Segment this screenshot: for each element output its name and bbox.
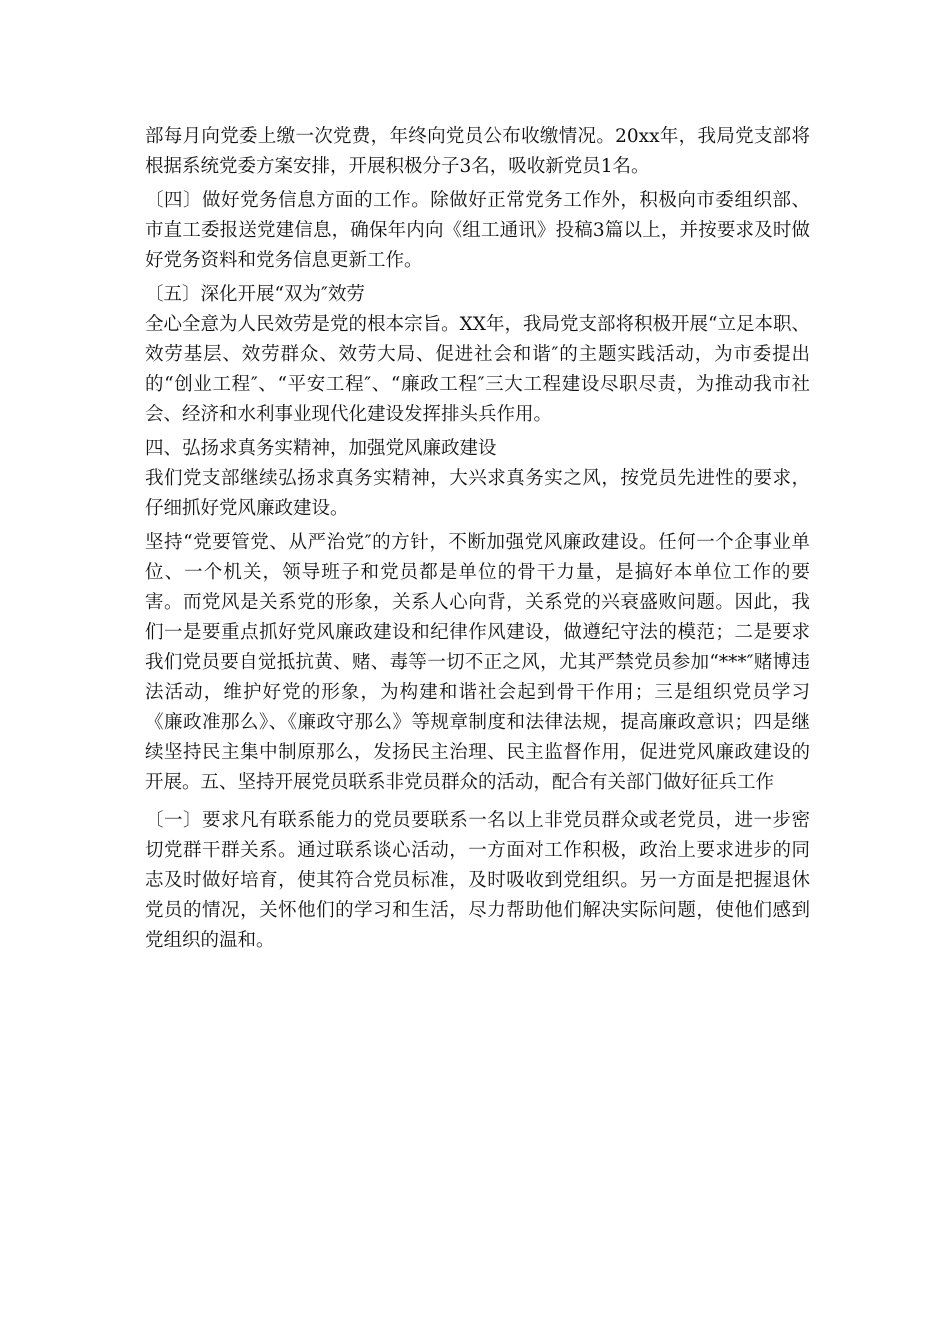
paragraph-integrity-building: 坚持“党要管党、从严治党″的方针，不断加强党风廉政建设。任何一个企事业单位、一个机关，领导班子和党员都是单位的骨干力量，是搞好本单位工作的要害。而党风是关系党的形象，关系人心向背，关系党的兴衰盛败问题。因此，我们一是要重点抓好党风廉政建设和纪律作风建设，做遵纪守法的模范；二是要求我们党员要自觉抵抗黄、赌、毒等一切不正之风，尤其严禁党员参加“***″赌博违法活动，维护好党的形象，为构建和谐社会起到骨干作用；三是组织党员学习《廉政准那么》、《廉政守那么》等规章制度和法律法规，提高廉政意识；四是继续坚持民主集中制原那么，发扬民主治理、民主监督作用，促进党风廉政建设的开展。五、坚持开展党员联系非党员群众的活动，配合有关部门做好征兵工作 [145,532,810,793]
paragraph-serve-people: 全心全意为人民效劳是党的根本宗旨。XX年，我局党支部将积极开展“立足本职、效劳基层、效劳群众、效劳大局、促进社会和谐″的主题实践活动，为市委提出的“创业工程″、“平安工程″、“廉政工程″三大工程建设尽职尽责，为推动我市社会、经济和水利事业现代化建设发挥排头兵作用。 [145,314,810,425]
paragraph-party-dues: 部每月向党委上缴一次党费，年终向党员公布收缴情况。20xx年，我局党支部将根据系统党委方案安排，开展积极分子3名，吸收新党员1名。 [145,126,810,177]
paragraph-pragmatic-spirit: 我们党支部继续弘扬求真务实精神，大兴求真务实之风，按党员先进性的要求，仔细抓好党风廉政建设。 [145,468,810,519]
paragraph-section-one-contact: 〔一〕要求凡有联系能力的党员要联系一名以上非党员群众或老党员，进一步密切党群干群关系。通过联系谈心活动，一方面对工作积极，政治上要求进步的同志及时做好培育，使其符合党员标准，及时吸收到党组织。另一方面是把握退休党员的情况，关怀他们的学习和生活，尽力帮助他们解决实际问题，使他们感到党组织的温和。 [145,810,810,951]
paragraph-section-four: 〔四〕做好党务信息方面的工作。除做好正常党务工作外，积极向市委组织部、市直工委报送党建信息，确保年内向《组工通讯》投稿3篇以上，并按要求及时做好党务资料和党务信息更新工作。 [145,190,810,271]
heading-part-four: 四、弘扬求真务实精神，加强党风廉政建设 [145,438,497,459]
document-page [145,122,810,956]
heading-section-five: 〔五〕深化开展“双为″效劳 [145,284,365,305]
